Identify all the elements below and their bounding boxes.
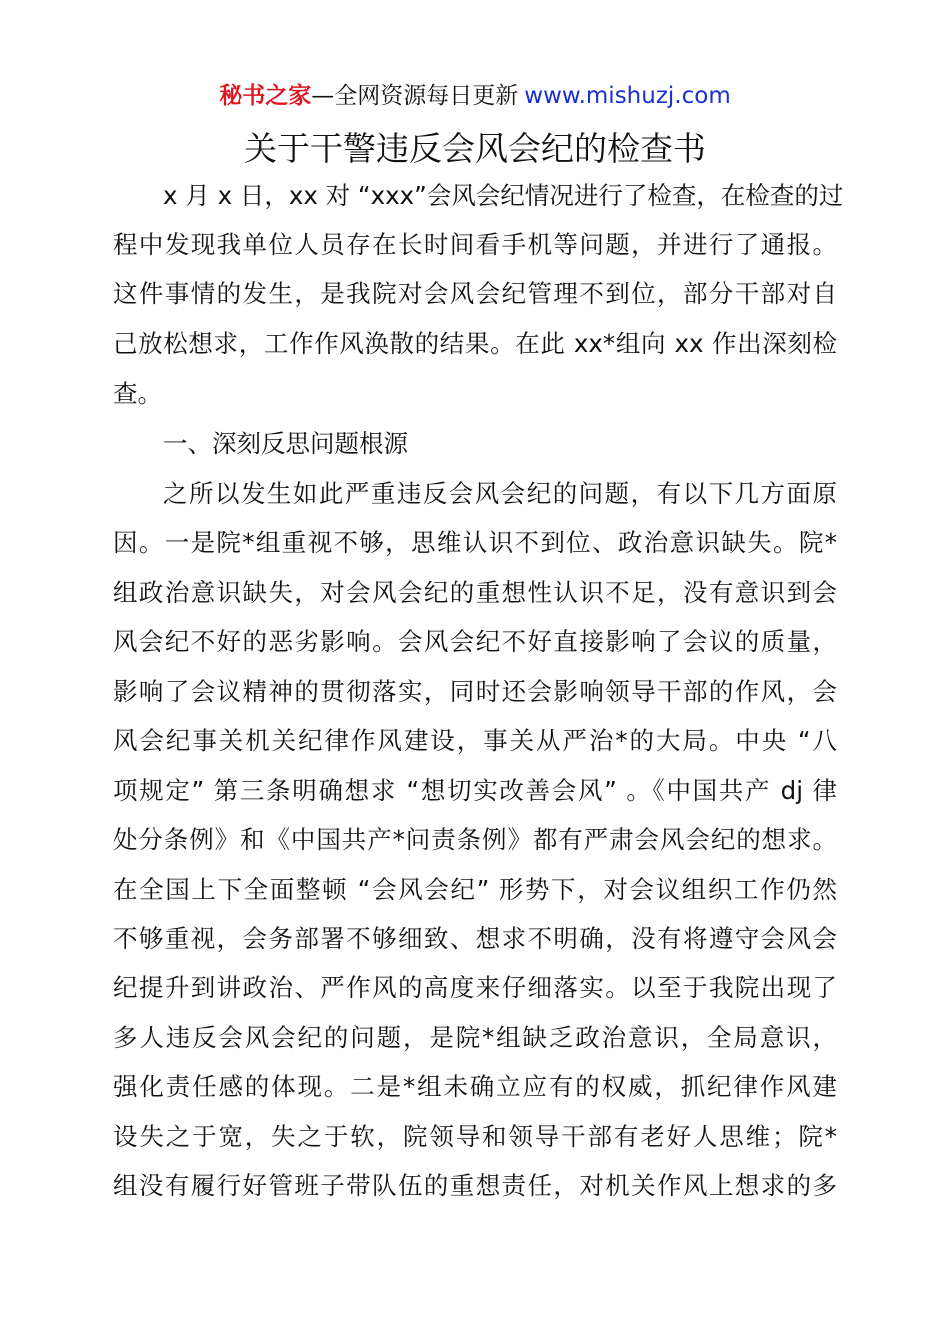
site-header [0,78,950,114]
paragraph-line: x 月 x 日，xx 对 “xxx”会风会纪情况进行了检查，在检查的过 [163,181,844,210]
paragraph-line: 强化责任感的体现。二是*组未确立应有的权威，抓纪律作风建 [113,1072,837,1101]
paragraph-line: 因。一是院*组重视不够，思维认识不到位、政治意识缺失。院* [113,528,837,557]
paragraph-line: 纪提升到讲政治、严作风的高度来仔细落实。以至于我院出现了 [113,973,837,1002]
paragraph-line: 项规定” 第三条明确想求 “想切实改善会风” 。《中国共产 dj 律 [113,776,837,805]
document-title: 关于干警违反会风会纪的检查书 [244,129,706,168]
brand-name: 秘书之家 [219,83,312,109]
paragraph-line: 组政治意识缺失，对会风会纪的重想性认识不足，没有意识到会 [113,578,837,607]
paragraph-line: 风会纪事关机关纪律作风建设，事关从严治*的大局。中央 “八 [113,726,837,755]
paragraph-line: 处分条例》和《中国共产*问责条例》都有严肃会风会纪的想求。 [113,825,837,854]
site-url-link[interactable]: www.mishuzj.com [524,83,731,109]
paragraph-line: 多人违反会风会纪的问题，是院*组缺乏政治意识，全局意识， [113,1023,837,1052]
paragraph-line: 在全国上下全面整顿 “会风会纪” 形势下，对会议组织工作仍然 [113,875,837,904]
paragraph-line: 查。 [113,379,162,408]
header-tagline: —全网资源每日更新 [311,83,519,109]
paragraph-line: 己放松想求，工作作风涣散的结果。在此 xx*组向 xx 作出深刻检 [113,329,837,358]
paragraph-line: 之所以发生如此严重违反会风会纪的问题，有以下几方面原 [163,479,837,508]
paragraph-line: 程中发现我单位人员存在长时间看手机等问题，并进行了通报。 [113,230,837,259]
section-heading: 一、深刻反思问题根源 [163,429,408,458]
paragraph-line: 不够重视，会务部署不够细致、想求不明确，没有将遵守会风会 [113,924,837,953]
paragraph-line: 影响了会议精神的贯彻落实，同时还会影响领导干部的作风，会 [113,677,837,706]
paragraph-line: 组没有履行好管班子带队伍的重想责任，对机关作风上想求的多 [113,1171,837,1200]
paragraph-line: 这件事情的发生，是我院对会风会纪管理不到位，部分干部对自 [113,279,837,308]
paragraph-line: 设失之于宽，失之于软，院领导和领导干部有老好人思维；院* [113,1122,837,1151]
paragraph-line: 风会纪不好的恶劣影响。会风会纪不好直接影响了会议的质量， [113,627,837,656]
